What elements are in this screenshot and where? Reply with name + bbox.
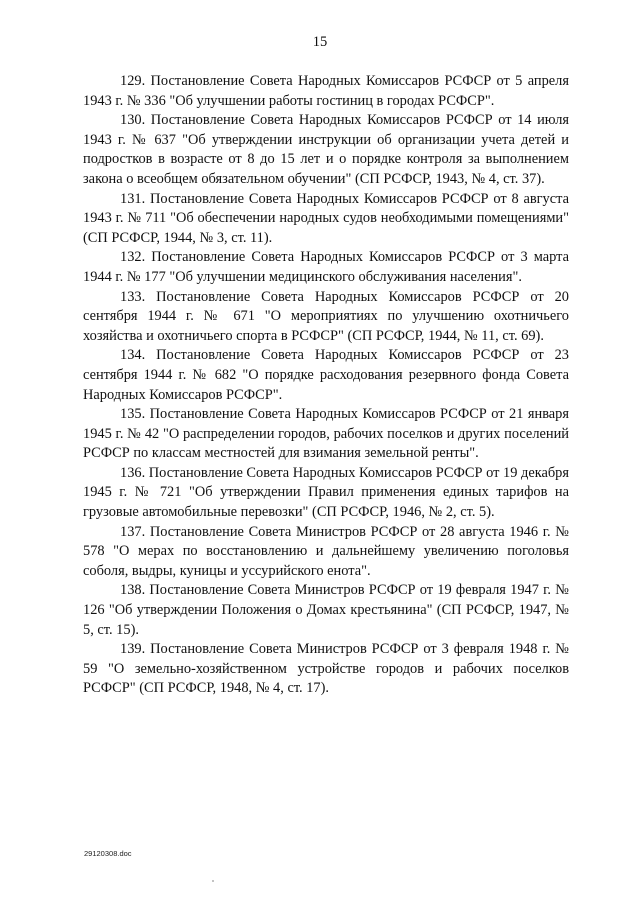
list-item-129: 129. Постановление Совета Народных Комиссаров РСФСР от 5 апреля 1943 г. № 336 "Об улучшении работы гостиниц в городах РСФСР". [83, 73, 569, 109]
list-item-135: 135. Постановление Совета Народных Комиссаров РСФСР от 21 января 1945 г. № 42 "О распределении городов, рабочих поселков и других поселений РСФСР по классам местностей для взимания земельной ренты". [83, 406, 569, 462]
list-item-136: 136. Постановление Совета Народных Комиссаров РСФСР от 19 декабря 1945 г. № 721 "Об утверждении Правил применения единых тарифов на грузовые автомобильные перевозки" (СП РСФСР, 1946, № 2, ст. 5). [83, 464, 569, 521]
footer-document-code: 29120308.doc [84, 849, 132, 858]
document-body [83, 72, 569, 699]
list-item-130: 130. Постановление Совета Народных Комиссаров РСФСР от 14 июля 1943 г. № 637 "Об утверждении инструкции об организации учета детей и подростков в возрасте от 8 до 15 лет и о порядке контроля за выполнением закона о всеобщем обязательном обучении" (СП РСФСР, 1943, № 4, ст. 37). [83, 112, 569, 187]
list-item-132: 132. Постановление Совета Народных Комиссаров РСФСР от 3 марта 1944 г. № 177 "Об улучшении медицинского обслуживания населения". [83, 249, 569, 285]
scan-artifact [212, 880, 214, 882]
list-item-137: 137. Постановление Совета Министров РСФСР от 28 августа 1946 г. № 578 "О мерах по восстановлению и дальнейшему увеличению поголовья соболя, выдры, куницы и уссурийского енота". [83, 523, 569, 579]
list-item-133: 133. Постановление Совета Народных Комиссаров РСФСР от 20 сентября 1944 г. № 671 "О мероприятиях по улучшению охотничьего хозяйства и охотничьего спорта в РСФСР" (СП РСФСР, 1944, № 11, ст. 69). [83, 288, 569, 344]
list-item-138: 138. Постановление Совета Министров РСФСР от 19 февраля 1947 г. № 126 "Об утверждении Положения о Домах крестьянина" (СП РСФСР, 1947, № 5, ст. 15). [83, 582, 569, 638]
list-item-139: 139. Постановление Совета Министров РСФСР от 3 февраля 1948 г. № 59 "О земельно-хозяйственном устройстве городов и рабочих поселков РСФСР" (СП РСФСР, 1948, № 4, ст. 17). [83, 641, 569, 697]
list-item-134: 134. Постановление Совета Народных Комиссаров РСФСР от 23 сентября 1944 г. № 682 "О порядке расходования резервного фонда Совета Народных Комиссаров РСФСР". [83, 347, 569, 403]
page-number: 15 [312, 34, 328, 50]
list-item-131: 131. Постановление Совета Народных Комиссаров РСФСР от 8 августа 1943 г. № 711 "Об обеспечении народных судов необходимыми помещениями" (СП РСФСР, 1944, № 3, ст. 11). [83, 190, 569, 246]
